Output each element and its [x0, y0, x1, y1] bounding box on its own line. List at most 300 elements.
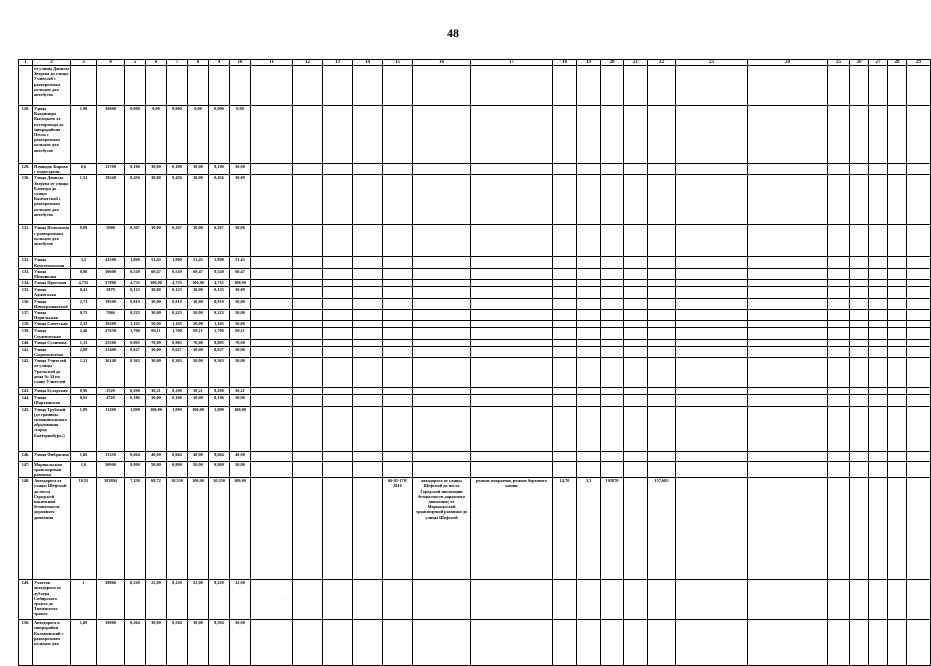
- cell: [601, 310, 624, 321]
- value-cell: 21400: [97, 346, 125, 357]
- cell: [850, 395, 869, 406]
- cell: [577, 268, 601, 279]
- value-cell: 4720: [97, 395, 125, 406]
- cell: [353, 339, 383, 346]
- value-cell: 30,00: [146, 298, 167, 309]
- cell: [293, 287, 323, 298]
- cell: [676, 328, 748, 339]
- cell: [869, 225, 888, 257]
- cell: [648, 287, 676, 298]
- table-row: [19, 257, 931, 268]
- cell: [648, 388, 676, 395]
- cell: [850, 106, 869, 164]
- value-cell: 30,00: [146, 395, 167, 406]
- cell: [577, 406, 601, 451]
- cell: [869, 451, 888, 461]
- cell: [251, 321, 293, 328]
- row-number: 142.: [19, 358, 33, 388]
- cell: [828, 461, 850, 478]
- cell: [888, 106, 907, 164]
- value-cell: 30,21: [230, 388, 251, 395]
- cell: [601, 395, 624, 406]
- cell: [577, 310, 601, 321]
- cell: [601, 620, 624, 666]
- road-name: Улица Трубачей (до границы муниципального образования «город Екатеринбург»): [33, 406, 71, 451]
- cell: [577, 461, 601, 478]
- column-header: 21: [624, 60, 648, 66]
- value-cell: 0,290: [209, 388, 230, 395]
- cell: [293, 358, 323, 388]
- cell: [869, 461, 888, 478]
- value-cell: 30,00: [230, 358, 251, 388]
- value-cell: 0,186: [125, 395, 146, 406]
- cell: [471, 406, 553, 451]
- cell: [888, 321, 907, 328]
- cell: [577, 287, 601, 298]
- cell: [676, 164, 748, 175]
- value-cell: 50,00: [230, 321, 251, 328]
- cell: [601, 257, 624, 268]
- cell: [577, 451, 601, 461]
- column-header: 8: [188, 60, 209, 66]
- cell: [828, 225, 850, 257]
- value-cell: 0,186: [209, 395, 230, 406]
- value-cell: 0,180: [125, 164, 146, 175]
- value-cell: 100,00: [188, 280, 209, 287]
- cell: [907, 106, 931, 164]
- cell: [323, 106, 353, 164]
- value-cell: 1,090: [167, 406, 188, 451]
- value-cell: 0,220: [209, 580, 230, 620]
- cell: [323, 280, 353, 287]
- cell: [471, 225, 553, 257]
- cell: [888, 395, 907, 406]
- cell: [471, 310, 553, 321]
- value-cell: 19500: [97, 298, 125, 309]
- column-header: 5: [125, 60, 146, 66]
- cell: [676, 106, 748, 164]
- cell: [748, 388, 828, 395]
- cell: [251, 395, 293, 406]
- cell: [293, 328, 323, 339]
- cell: [648, 451, 676, 461]
- value-cell: 51,43: [188, 257, 209, 268]
- value-cell: 0,664: [167, 451, 188, 461]
- cell: [869, 346, 888, 357]
- value-cell: 2879: [97, 287, 125, 298]
- cell: [413, 461, 471, 478]
- value-cell: 0,664: [125, 451, 146, 461]
- cell: [323, 328, 353, 339]
- cell: [888, 461, 907, 478]
- value-cell: [209, 66, 230, 106]
- cell: [850, 287, 869, 298]
- value-cell: 0,123: [167, 287, 188, 298]
- cell: [601, 175, 624, 225]
- table-row: [19, 620, 931, 666]
- cell: [471, 339, 553, 346]
- table-row: [19, 310, 931, 321]
- cell: [353, 321, 383, 328]
- cell: [383, 395, 413, 406]
- cell: [850, 257, 869, 268]
- cell: [601, 328, 624, 339]
- cell: автодорога от улицы Шефской до поста Городской инспекции безопасности дорожного движения; от Маршальской транспортной развязки до улицы Шефской: [413, 478, 471, 580]
- table-row: [19, 461, 931, 478]
- cell: [869, 298, 888, 309]
- cell: [601, 461, 624, 478]
- road-name: Улица Учителей от улицы Уральской до дома № 34 по улице Учителей: [33, 358, 71, 388]
- value-cell: 1,800: [125, 257, 146, 268]
- cell: [293, 310, 323, 321]
- value-cell: 100,00: [230, 478, 251, 580]
- cell: [383, 328, 413, 339]
- cell: [828, 164, 850, 175]
- table-row: [19, 280, 931, 287]
- cell: [748, 321, 828, 328]
- cell: [850, 406, 869, 451]
- cell: [353, 451, 383, 461]
- cell: [907, 328, 931, 339]
- value-cell: 303804: [97, 478, 125, 580]
- table-row: [19, 339, 931, 346]
- value-cell: 0,363: [125, 358, 146, 388]
- cell: [676, 406, 748, 451]
- cell: [323, 346, 353, 357]
- cell: [624, 175, 648, 225]
- table-row: [19, 478, 931, 580]
- cell: [601, 451, 624, 461]
- value-cell: 0,290: [125, 388, 146, 395]
- cell: [413, 328, 471, 339]
- cell: [471, 580, 553, 620]
- cell: [748, 346, 828, 357]
- value-cell: 30,00: [188, 175, 209, 225]
- cell: [748, 175, 828, 225]
- cell: [251, 451, 293, 461]
- stray-mark: ·: [285, 598, 287, 603]
- cell: [353, 478, 383, 580]
- road-name: Улица Данилы Зверева от улицы Блюхера до улицы Камчатской с разворотным кольцом для автобусов: [33, 175, 71, 225]
- cell: [601, 346, 624, 357]
- table-row: [19, 358, 931, 388]
- cell: [323, 478, 353, 580]
- cell: [850, 328, 869, 339]
- cell: [624, 287, 648, 298]
- value-cell: 0,220: [125, 580, 146, 620]
- road-name: Улица Новотрошанской: [33, 298, 71, 309]
- row-number: 145.: [19, 406, 33, 451]
- cell: [888, 451, 907, 461]
- cell: [828, 339, 850, 346]
- column-header: 17: [471, 60, 553, 66]
- cell: [323, 451, 353, 461]
- value-cell: 0,504: [125, 620, 146, 666]
- value-cell: 13350: [97, 451, 125, 461]
- cell: [353, 580, 383, 620]
- cell: [676, 66, 748, 106]
- cell: [828, 451, 850, 461]
- value-cell: 2,73: [71, 298, 97, 309]
- cell: [553, 321, 577, 328]
- cell: [293, 406, 323, 451]
- cell: [888, 175, 907, 225]
- cell: [888, 164, 907, 175]
- cell: [553, 328, 577, 339]
- cell: [471, 395, 553, 406]
- cell: [383, 580, 413, 620]
- cell: [907, 461, 931, 478]
- value-cell: 1,700: [125, 328, 146, 339]
- cell: [383, 287, 413, 298]
- value-cell: 1,90: [71, 106, 97, 164]
- cell: [293, 66, 323, 106]
- cell: [676, 358, 748, 388]
- value-cell: 0,456: [209, 175, 230, 225]
- cell: [907, 280, 931, 287]
- cell: [323, 268, 353, 279]
- road-name: Улица Норильская: [33, 310, 71, 321]
- cell: [353, 310, 383, 321]
- value-cell: 36000: [97, 106, 125, 164]
- cell: [907, 310, 931, 321]
- cell: [828, 268, 850, 279]
- value-cell: 7066: [97, 310, 125, 321]
- column-header: 27: [869, 60, 888, 66]
- value-cell: 70,00: [230, 339, 251, 346]
- value-cell: 0,000: [125, 106, 146, 164]
- cell: [624, 461, 648, 478]
- cell: [413, 388, 471, 395]
- cell: [869, 620, 888, 666]
- cell: [907, 321, 931, 328]
- road-name: Улица Адмиталка: [33, 287, 71, 298]
- cell: [251, 358, 293, 388]
- cell: [383, 451, 413, 461]
- value-cell: 0,00: [188, 106, 209, 164]
- cell: [850, 175, 869, 225]
- cell: [413, 339, 471, 346]
- value-cell: 1,700: [167, 328, 188, 339]
- cell: [676, 346, 748, 357]
- cell: [850, 268, 869, 279]
- table-row: [19, 225, 931, 257]
- cell: [251, 406, 293, 451]
- cell: [748, 225, 828, 257]
- cell: [553, 287, 577, 298]
- cell: [907, 388, 931, 395]
- cell: [676, 175, 748, 225]
- value-cell: 0,805: [167, 339, 188, 346]
- value-cell: 50,00: [146, 321, 167, 328]
- cell: [413, 451, 471, 461]
- cell: [907, 287, 931, 298]
- cell: [323, 321, 353, 328]
- value-cell: 30000: [97, 461, 125, 478]
- row-number: 146.: [19, 451, 33, 461]
- cell: [353, 287, 383, 298]
- column-header: 1: [19, 60, 33, 66]
- cell: [553, 451, 577, 461]
- cell: [601, 164, 624, 175]
- cell: [383, 280, 413, 287]
- cell: [577, 175, 601, 225]
- cell: [748, 66, 828, 106]
- value-cell: 70,00: [188, 339, 209, 346]
- value-cell: 0,800: [167, 461, 188, 478]
- cell: [293, 388, 323, 395]
- cell: [553, 175, 577, 225]
- cell: [471, 106, 553, 164]
- row-number: 149.: [19, 580, 33, 620]
- cell: [383, 310, 413, 321]
- value-cell: 0,290: [167, 388, 188, 395]
- value-cell: 0,800: [125, 461, 146, 478]
- cell: [383, 346, 413, 357]
- value-cell: 0,800: [209, 461, 230, 478]
- value-cell: 30,00: [188, 164, 209, 175]
- cell: [601, 287, 624, 298]
- cell: [293, 257, 323, 268]
- cell: [577, 106, 601, 164]
- cell: [850, 451, 869, 461]
- value-cell: 30,21: [188, 388, 209, 395]
- row-number: 138.: [19, 321, 33, 328]
- cell: [323, 580, 353, 620]
- cell: [850, 321, 869, 328]
- value-cell: 68,72: [146, 478, 167, 580]
- value-cell: 13709: [97, 164, 125, 175]
- cell: [907, 164, 931, 175]
- table-row: [19, 321, 931, 328]
- column-header: 11: [251, 60, 293, 66]
- cell: [624, 66, 648, 106]
- cell: [323, 406, 353, 451]
- value-cell: 30,00: [188, 298, 209, 309]
- value-cell: 0,664: [209, 451, 230, 461]
- table-row: [19, 328, 931, 339]
- value-cell: 0,805: [209, 339, 230, 346]
- value-cell: 30,00: [146, 310, 167, 321]
- cell: [553, 225, 577, 257]
- cell: [251, 620, 293, 666]
- column-header: 14: [353, 60, 383, 66]
- cell: [553, 257, 577, 268]
- cell: [828, 406, 850, 451]
- cell: [869, 358, 888, 388]
- cell: [251, 388, 293, 395]
- cell: [907, 620, 931, 666]
- cell: [413, 358, 471, 388]
- cell: [251, 225, 293, 257]
- cell: [648, 580, 676, 620]
- column-header: 20: [601, 60, 624, 66]
- road-name: Улица Советская: [33, 321, 71, 328]
- cell: [850, 280, 869, 287]
- row-number: 129.: [19, 164, 33, 175]
- cell: [353, 225, 383, 257]
- cell: [748, 339, 828, 346]
- table-row: [19, 298, 931, 309]
- cell: [383, 257, 413, 268]
- cell: [323, 225, 353, 257]
- road-name: Автодорога в микрорайон Кальвинский с разворотным кольцом для: [33, 620, 71, 666]
- cell: [471, 280, 553, 287]
- cell: [553, 268, 577, 279]
- cell: [577, 358, 601, 388]
- cell: [413, 395, 471, 406]
- cell: [577, 388, 601, 395]
- value-cell: 0,504: [167, 620, 188, 666]
- table-row: [19, 66, 931, 106]
- cell: [413, 346, 471, 357]
- value-cell: 30,00: [230, 287, 251, 298]
- cell: [553, 298, 577, 309]
- cell: [323, 66, 353, 106]
- cell: [748, 280, 828, 287]
- value-cell: 1,090: [125, 406, 146, 451]
- value-cell: 0,819: [167, 298, 188, 309]
- road-name: Улица Шарташская: [33, 395, 71, 406]
- value-cell: 30,00: [188, 287, 209, 298]
- cell: [601, 280, 624, 287]
- cell: [828, 298, 850, 309]
- value-cell: 41500: [97, 257, 125, 268]
- value-cell: 30,00: [230, 164, 251, 175]
- column-header: 12: [293, 60, 323, 66]
- cell: [577, 66, 601, 106]
- cell: [748, 406, 828, 451]
- cell: [323, 164, 353, 175]
- cell: [413, 106, 471, 164]
- value-cell: 30,21: [146, 388, 167, 395]
- cell: [624, 257, 648, 268]
- road-name: Улица Исполкома с разворотным кольцом для автобусов: [33, 225, 71, 257]
- cell: [383, 66, 413, 106]
- cell: [413, 280, 471, 287]
- value-cell: 30,00: [230, 175, 251, 225]
- cell: [577, 620, 601, 666]
- cell: [624, 225, 648, 257]
- cell: [323, 298, 353, 309]
- road-name: Улица Проезжая: [33, 280, 71, 287]
- value-cell: 0,225: [209, 310, 230, 321]
- cell: [907, 580, 931, 620]
- cell: [676, 268, 748, 279]
- row-number: 141.: [19, 346, 33, 357]
- road-name: Улица Фибрагана: [33, 451, 71, 461]
- cell: [413, 620, 471, 666]
- cell: [907, 298, 931, 309]
- value-cell: 51,43: [230, 257, 251, 268]
- value-cell: 1,6: [71, 461, 97, 478]
- value-cell: 10,55: [71, 478, 97, 580]
- cell: [383, 225, 413, 257]
- cell: [828, 328, 850, 339]
- cell: [828, 388, 850, 395]
- cell: [748, 395, 828, 406]
- value-cell: 0,267: [167, 225, 188, 257]
- cell: [383, 164, 413, 175]
- cell: [293, 580, 323, 620]
- cell: [471, 175, 553, 225]
- value-cell: 10,550: [167, 478, 188, 580]
- cell: [624, 164, 648, 175]
- road-name: Улица Мечникова: [33, 268, 71, 279]
- cell: [323, 287, 353, 298]
- value-cell: 69,11: [230, 328, 251, 339]
- column-header: 10: [230, 60, 251, 66]
